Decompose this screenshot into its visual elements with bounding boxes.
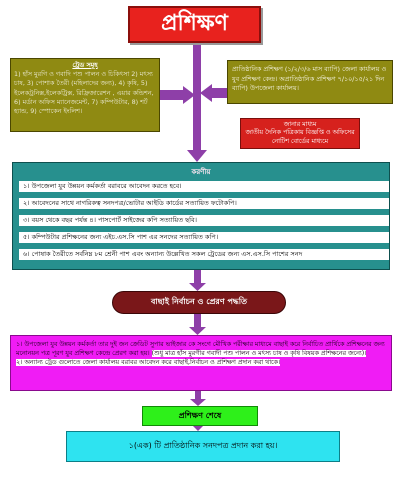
task-item: ২। আবেদনের সাথে নাগরিকত্ব সনদপত্র/ভোটার আইডি কার্ডের সত্যায়িত ফটোকপি। xyxy=(19,198,389,209)
selection-steps-box xyxy=(10,335,392,391)
trades-text: 1) হাঁস মুরগি ও গবাদি পশু পালন ও চিকিৎসা 2) মৎস্য চাষ, 3) পোশাক তৈরী (মহিলাদের জন্য), 4) কৃষি, 5) ইলেকট্রনিক্স,ইলেকট্রিক্স, রিফ্রিজারেশন , এয়ার কন্ডিশন, 6) মর্ডান অফিস ম্যানেজমেন্ট, 7) কম্পিউটার, 8) শর্ট হ্যান্ড, 9) স্পোকেন ইংলিশ। xyxy=(14,70,154,116)
announcement-text: জাতীয় দৈনিক পত্রিকায় বিজ্ঞপ্তি ও অফিসের নোটিশ বোর্ডের মাধ্যমে xyxy=(245,129,355,145)
trades-box xyxy=(10,58,160,132)
duration-box xyxy=(227,60,393,104)
arrow-main-head xyxy=(187,150,207,162)
task-item: ৬। পোষাক তৈরীতে সর্বনিম্ন ৮ম শ্রেনী পাশ এবং অন্যান্য উল্লেখিত সকল ট্রেডের জন্য এস.এস.সি পাশের সনদ xyxy=(19,249,389,260)
arrow-selection-head xyxy=(189,327,206,335)
arrow-duration xyxy=(200,84,227,102)
page-title: প্রশিক্ষণ xyxy=(128,6,261,43)
arrow-tasks-head xyxy=(189,283,206,291)
selection-process-pill: বাছাই নির্বাচন ও প্রেরণ পদ্ধতি xyxy=(112,291,286,314)
after-training-box: প্রশিক্ষণ শেষে xyxy=(142,406,258,426)
tasks-heading: করণীয় xyxy=(191,168,211,176)
announcement-box xyxy=(240,118,360,149)
trades-heading: ট্রেড সমূহ xyxy=(72,61,98,69)
task-item: ৩। বয়স থেকে বছর পর্যন্ত ৪। পাসপোর্ট সাইজের কপি সত্যায়িত ছবি। xyxy=(19,215,389,226)
arrow-selection-shaft xyxy=(194,314,201,328)
tasks-box xyxy=(12,162,390,270)
arrow-trades xyxy=(160,86,195,104)
step-text-1: ১। উপজেলা যুব উন্নয়ন কর্মকর্তা তার দুই জন ক্রেডিট সুপার ভাইজার কে সংগে মৌখিক পরীক্ষার মাধ্যমে বাছাই করে নির্বাচিত প্রার্থিকে প্রশিক্ষনের জন্য মনোনয়ন পত্র পূরণ যুব প্রশিক্ষণ কেন্দ্রে প্রেরণ করা হয়। xyxy=(16,341,385,357)
arrow-tasks-shaft xyxy=(194,270,201,284)
duration-text: প্রাতিষ্ঠানিক প্রশিক্ষণ (১/২/৩/৬ মাস ব্যাপি) জেলা কার্যালয় ও যুব প্রশিক্ষণ কেন্দ্র। অপ্রাতিষ্ঠানিক প্রশিক্ষণ ৭/১০/১৫/২১ দিন ব্যাপি) উপজেলা কার্যালয়। xyxy=(232,65,387,92)
step-text-2: ২। অন্যান্য ট্রেড গুলোতে জেলা কার্যালয় বরাবর আবেদন করে বাছাই,নির্বাচন ও প্রশিক্ষণ প্রদান করা থাকে। xyxy=(16,359,281,366)
certificate-box: ১(এক) টি প্রাতিষ্ঠানিক সনদপত্র প্রদান করা হয়। xyxy=(66,431,340,462)
arrow-main-shaft xyxy=(193,45,201,153)
task-item: ৫। কম্পিউটার প্রশিক্ষনের জন্য এইচ.এস.সি পাশ এর সনদের সত্যায়িত কপি। xyxy=(19,232,389,243)
step-text-note: (শুধু মাত্র হাঁস মুরগীর গবাদী পশু পালন ও মৎস্য চাষ ও কৃষি বিষয়ক প্রশিক্ষনের জন্যে)। xyxy=(151,350,367,357)
task-item: ১। উপজেলা যুব উন্নয়ন কর্মকর্তা বরাবরে আবেদন করতে হবে। xyxy=(19,181,389,192)
arrow-steps-head xyxy=(190,399,206,406)
arrow-steps-shaft xyxy=(195,391,201,400)
announcement-heading: জানার মাধ্যম xyxy=(283,121,317,128)
